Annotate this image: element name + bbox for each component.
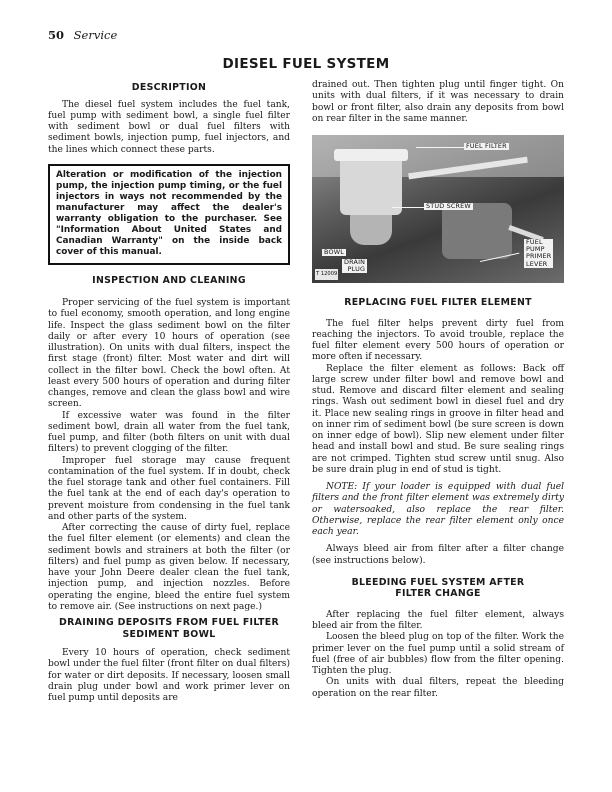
replacing-paragraph-2: Replace the filter element as follows: Back off large screw under filter bowl and remove bowl and stud. Remove and discard filter element and sealing rings. Wash out sediment bowl in diesel fuel and dry it. Place new sealing rings in groove in filter head and on inner rim of sediment bowl (be sure screen is down on inner edge of bowl). Slip new element under filter head and install bowl and stud. Be sure sealing rings are not crimped. Tighten stud screw until snug. Also be sure drain plug in end of stud is tight. — [312, 363, 564, 475]
bleeding-heading-line2: FILTER CHANGE — [395, 588, 481, 600]
page-header — [48, 28, 117, 42]
warranty-warning-box: Alteration or modification of the injection pump, the injection pump timing, or the fuel injectors in ways not recommended by the manufacturer may affect the dealer's warranty obligation to the purchaser. See "Information About United States and Canadian Warranty" on the inside back cover of this manual. — [48, 164, 290, 265]
replacing-heading: REPLACING FUEL FILTER ELEMENT — [344, 297, 532, 308]
replacing-paragraph-3: Always bleed air from filter after a filter change (see instructions below). — [312, 544, 564, 566]
bleeding-paragraph-2: Loosen the bleed plug on top of the filter. Work the primer lever on the fuel pump until a solid stream of fuel (free of air bubbles) flow from the filter opening. Tighten the plug. — [312, 632, 564, 676]
replacing-note: NOTE: If your loader is equipped with dual fuel filters and the front filter element was extremely dirty or watersoaked, also replace the rear filter. Otherwise, replace the rear filter element only once each year. — [312, 482, 564, 537]
bleeding-paragraph-3: On units with dual filters, repeat the bleeding operation on the rear filter. — [312, 677, 564, 699]
description-heading: DESCRIPTION — [131, 82, 207, 93]
fuel-filter-illustration — [312, 135, 564, 283]
draining-heading-line1: DRAINING DEPOSITS FROM FUEL FILTER — [59, 617, 279, 628]
label-bowl: BOWL — [324, 248, 344, 256]
filter-head-shape — [334, 149, 408, 161]
inspection-paragraph-4: After correcting the cause of dirty fuel, replace the fuel filter element (or elements) and clean the sediment bowls and strainers at both the filter (or filters) and fuel pump as given below. If necessary, have your John Deere dealer clean the fuel tank, injection pump, and injection nozzles. Before operating the engine, bleed the entire fuel system to remove air. (See instructions on next page.) — [48, 523, 290, 612]
bleeding-heading — [312, 577, 564, 600]
description-paragraph: The diesel fuel system includes the fuel tank, fuel pump with sediment bowl, a single fuel filter with sediment bowl or dual fuel filters with sediment bowls, injection pump, fuel injectors, and the lines which connect these parts. — [48, 99, 290, 155]
photo-id: T 12009 — [315, 269, 338, 280]
draining-paragraph-continued: drained out. Then tighten plug until finger tight. On units with dual filters, if it was necessary to drain bowl or front filter, also drain any deposits from bowl on rear filter in the same manner. — [312, 80, 564, 124]
inspection-heading: INSPECTION AND CLEANING — [92, 274, 246, 286]
inspection-paragraph-1: Proper servicing of the fuel system is important to fuel economy, smooth operation, and long engine life. Inspect the glass sediment bowl on the filter daily or after every 10 hours of operation (see illustration). On units with dual filters, inspect the first stage (front) filter. Most water and dirt will collect in the filter bowl. Check the bowl often. At least every 500 hours of operation and during filter changes, remove and clean the glass bowl and wire screen. — [48, 298, 290, 410]
draining-heading-line2: SEDIMENT BOWL — [122, 628, 216, 640]
sediment-bowl-shape — [350, 215, 392, 245]
right-column — [312, 80, 564, 700]
left-column — [48, 82, 290, 704]
label-drain-plug: DRAIN PLUG — [344, 258, 366, 274]
page-title: DIESEL FUEL SYSTEM — [222, 56, 390, 72]
label-fuel-pump-primer-lever: FUEL PUMP PRIMER LEVER — [526, 238, 552, 268]
section-name: Service — [73, 28, 118, 42]
page-number: 50 — [48, 28, 65, 42]
bleeding-paragraph-1: After replacing the fuel filter element, always bleed air from the filter. — [312, 609, 564, 631]
pump-shape — [442, 203, 512, 259]
label-stud-screw: STUD SCREW — [426, 202, 471, 210]
replacing-paragraph-1: The fuel filter helps prevent dirty fuel from reaching the injectors. To avoid trouble, replace the fuel filter element every 500 hours of operation or more often if necessary. — [312, 318, 564, 363]
draining-paragraph: Every 10 hours of operation, check sediment bowl under the fuel filter (front filter on dual filters) for water or dirt deposits. If necessary, loosen small drain plug under bowl and work primer lever on fuel pump until deposits are — [48, 648, 290, 703]
draining-heading — [48, 617, 290, 640]
inspection-paragraph-2: If excessive water was found in the filter sediment bowl, drain all water from the fuel tank, fuel pump, and filter (both filters on unit with dual filters) to prevent clogging of the filter. — [48, 410, 290, 455]
label-fuel-filter: FUEL FILTER — [466, 142, 507, 150]
filter-body-shape — [340, 155, 402, 215]
inspection-paragraph-3: Improper fuel storage may cause frequent contamination of the fuel system. If in doubt, check the fuel storage tank and other fuel containers. Fill the fuel tank at the end of each day's operation to prevent moisture from condensing in the fuel tank and other parts of the system. — [48, 455, 290, 522]
bleeding-heading-line1: BLEEDING FUEL SYSTEM AFTER — [351, 576, 525, 588]
